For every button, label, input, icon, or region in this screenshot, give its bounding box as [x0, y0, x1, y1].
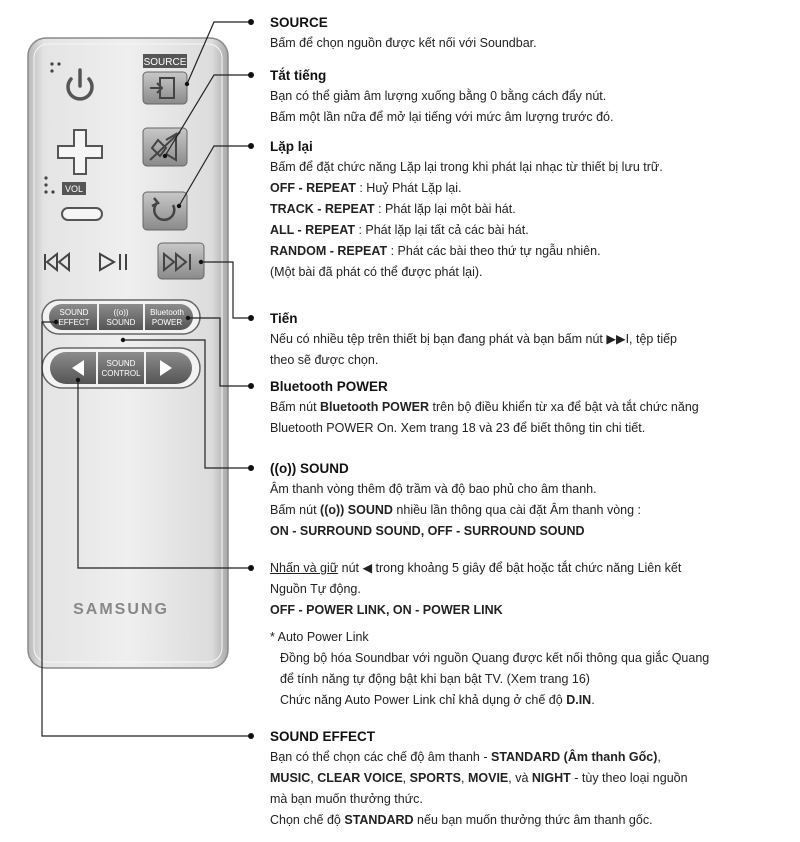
left-options: OFF - POWER LINK, ON - POWER LINK — [270, 603, 503, 617]
effect-l1-pre: Bạn có thể chọn các chế độ âm thanh - — [270, 750, 491, 764]
source-desc: Bấm để chọn nguồn được kết nối với Soundbar. — [270, 36, 537, 50]
sound-desc-bold: ((o)) SOUND — [320, 503, 393, 517]
repeat-item-val: : Phát lặp lại tất cả các bài hát. — [354, 223, 529, 237]
samsung-logo: SAMSUNG — [73, 601, 169, 618]
effect-sep: , — [402, 771, 410, 785]
repeat-item-key: RANDOM - REPEAT — [270, 244, 388, 258]
sound-effect-key-label-1: SOUND — [59, 308, 89, 317]
repeat-item — [270, 220, 795, 241]
next-button[interactable] — [158, 243, 204, 279]
repeat-item-key: TRACK - REPEAT — [270, 202, 375, 216]
auto-power-link-note-title: * Auto Power Link — [270, 630, 369, 644]
sound-title: ((o)) SOUND — [270, 461, 349, 476]
repeat-item-val: : Huỷ Phát Lặp lại. — [355, 181, 462, 195]
repeat-button[interactable] — [143, 192, 187, 230]
effect-l4-post: nếu bạn muốn thưởng thức âm thanh gốc. — [413, 813, 653, 827]
sound-button[interactable] — [99, 304, 143, 330]
repeat-item — [270, 241, 795, 262]
sound-options: ON - SURROUND SOUND, OFF - SURROUND SOUND — [270, 524, 585, 538]
repeat-title: Lặp lại — [270, 139, 313, 154]
bluetooth-power-button[interactable] — [145, 304, 193, 330]
next-title: Tiến — [270, 311, 298, 326]
bt-key-label-2: POWER — [151, 318, 183, 327]
bluetooth-desc-1 — [270, 397, 795, 418]
left-button[interactable] — [50, 352, 96, 384]
bluetooth-title: Bluetooth POWER — [270, 379, 388, 394]
repeat-item — [270, 199, 795, 220]
sound-effect-title: SOUND EFFECT — [270, 729, 376, 744]
auto-power-link-note-3 — [270, 690, 795, 711]
left-desc-1 — [270, 558, 795, 579]
effect-l1-bold: STANDARD (Âm thanh Gốc) — [490, 750, 658, 764]
effect-mode: MUSIC — [270, 771, 311, 785]
sound-key-label-2: SOUND — [106, 318, 136, 327]
left-desc-2: Nguồn Tự động. — [270, 582, 361, 596]
auto-power-link-note-1: Đồng bộ hóa Soundbar với nguồn Quang được kết nối thông qua giắc Quang — [280, 651, 710, 665]
repeat-item-val: : Phát các bài theo thứ tự ngẫu nhiên. — [387, 244, 601, 258]
repeat-item — [270, 178, 795, 199]
mute-title: Tắt tiếng — [270, 68, 327, 83]
effect-sep: , — [461, 771, 468, 785]
source-button[interactable] — [143, 54, 187, 104]
right-button[interactable] — [146, 352, 192, 384]
note3-post: . — [591, 693, 595, 707]
sound-effect-button[interactable] — [49, 304, 97, 330]
vol-down-button[interactable] — [62, 208, 102, 220]
effect-mode: CLEAR VOICE — [317, 771, 403, 785]
source-title: SOURCE — [270, 15, 328, 30]
effect-mode: NIGHT — [531, 771, 571, 785]
bluetooth-desc-post: trên bộ điều khiển từ xa để bật và tắt chức năng — [429, 400, 699, 414]
sound-desc-1: Âm thanh vòng thêm độ trầm và độ bao phủ cho âm thanh. — [270, 482, 597, 496]
sound-desc-post: nhiều lần thông qua cài đặt Âm thanh vòng : — [392, 503, 642, 517]
left-desc-post: nút ◀ trong khoảng 5 giây để bật hoặc tắt chức năng Liên kết — [338, 561, 682, 575]
sound-effect-desc-2 — [270, 768, 795, 789]
mute-button[interactable] — [143, 128, 187, 166]
next-desc-1: Nếu có nhiều tệp trên thiết bị bạn đang phát và bạn bấm nút ▶▶I, tệp tiếp — [270, 332, 678, 346]
effect-l4-pre: Chọn chế độ — [270, 813, 345, 827]
effect-l1-post: , — [657, 750, 661, 764]
function-bar — [42, 300, 200, 334]
sound-desc-2 — [270, 500, 795, 521]
effect-sep: , — [310, 771, 318, 785]
left-desc-underline: Nhấn và giữ — [270, 561, 339, 575]
sound-effect-key-label-2: EFFECT — [58, 318, 90, 327]
effect-l2-post: - tùy theo loại nguồn — [570, 771, 688, 785]
effect-l4-bold: STANDARD — [344, 813, 414, 827]
next-desc-2: theo sẽ được chọn. — [270, 353, 379, 367]
bt-key-label-1: Bluetooth — [150, 308, 184, 317]
repeat-item-val: : Phát lặp lại một bài hát. — [374, 202, 516, 216]
source-key-label: SOURCE — [143, 57, 187, 68]
sound-control-key-label-2: CONTROL — [101, 369, 141, 378]
repeat-desc: Bấm để đặt chức năng Lặp lại trong khi phát lại nhạc từ thiết bị lưu trữ. — [270, 160, 663, 174]
note3-pre: Chức năng Auto Power Link chỉ khả dụng ở chế độ — [280, 693, 567, 707]
effect-sep: , và — [508, 771, 532, 785]
minus-icon — [62, 208, 102, 220]
section-bluetooth — [270, 376, 795, 439]
sound-control-bar — [42, 348, 200, 388]
effect-mode: MOVIE — [467, 771, 509, 785]
section-mute — [270, 65, 795, 128]
bluetooth-desc-2: Bluetooth POWER On. Xem trang 18 và 23 để biết thông tin chi tiết. — [270, 421, 646, 435]
section-auto-power-link — [270, 558, 795, 711]
repeat-item-key: OFF - REPEAT — [270, 181, 356, 195]
sound-effect-desc-4 — [270, 810, 795, 831]
section-sound — [270, 458, 795, 542]
repeat-note: (Một bài đã phát có thể được phát lại). — [270, 265, 483, 279]
section-source — [270, 12, 795, 54]
sound-effect-desc-1 — [270, 747, 795, 768]
section-sound-effect — [270, 726, 795, 831]
mute-desc-1: Bạn có thể giảm âm lượng xuống bằng 0 bằng cách đẩy nút. — [270, 89, 607, 103]
bluetooth-desc-pre: Bấm nút — [270, 400, 321, 414]
mute-desc-2: Bấm một lần nữa để mở lại tiếng với mức âm lượng trước đó. — [270, 110, 614, 124]
sound-effect-desc-3: mà bạn muốn thưởng thức. — [270, 792, 423, 806]
sound-control-label — [98, 352, 144, 384]
sound-control-key-label-1: SOUND — [106, 359, 136, 368]
section-repeat — [270, 136, 795, 283]
sound-desc-pre: Bấm nút — [270, 503, 321, 517]
auto-power-link-note-2: để tính năng tự động bật khi bạn bật TV. (Xem trang 16) — [280, 672, 590, 686]
effect-mode: SPORTS — [409, 771, 462, 785]
repeat-item-key: ALL - REPEAT — [270, 223, 355, 237]
vol-text: VOL — [64, 184, 84, 194]
section-next — [270, 308, 795, 371]
sound-key-label-1: ((o)) — [113, 308, 129, 317]
bluetooth-desc-bold: Bluetooth POWER — [320, 400, 430, 414]
note3-bold: D.IN — [566, 693, 592, 707]
